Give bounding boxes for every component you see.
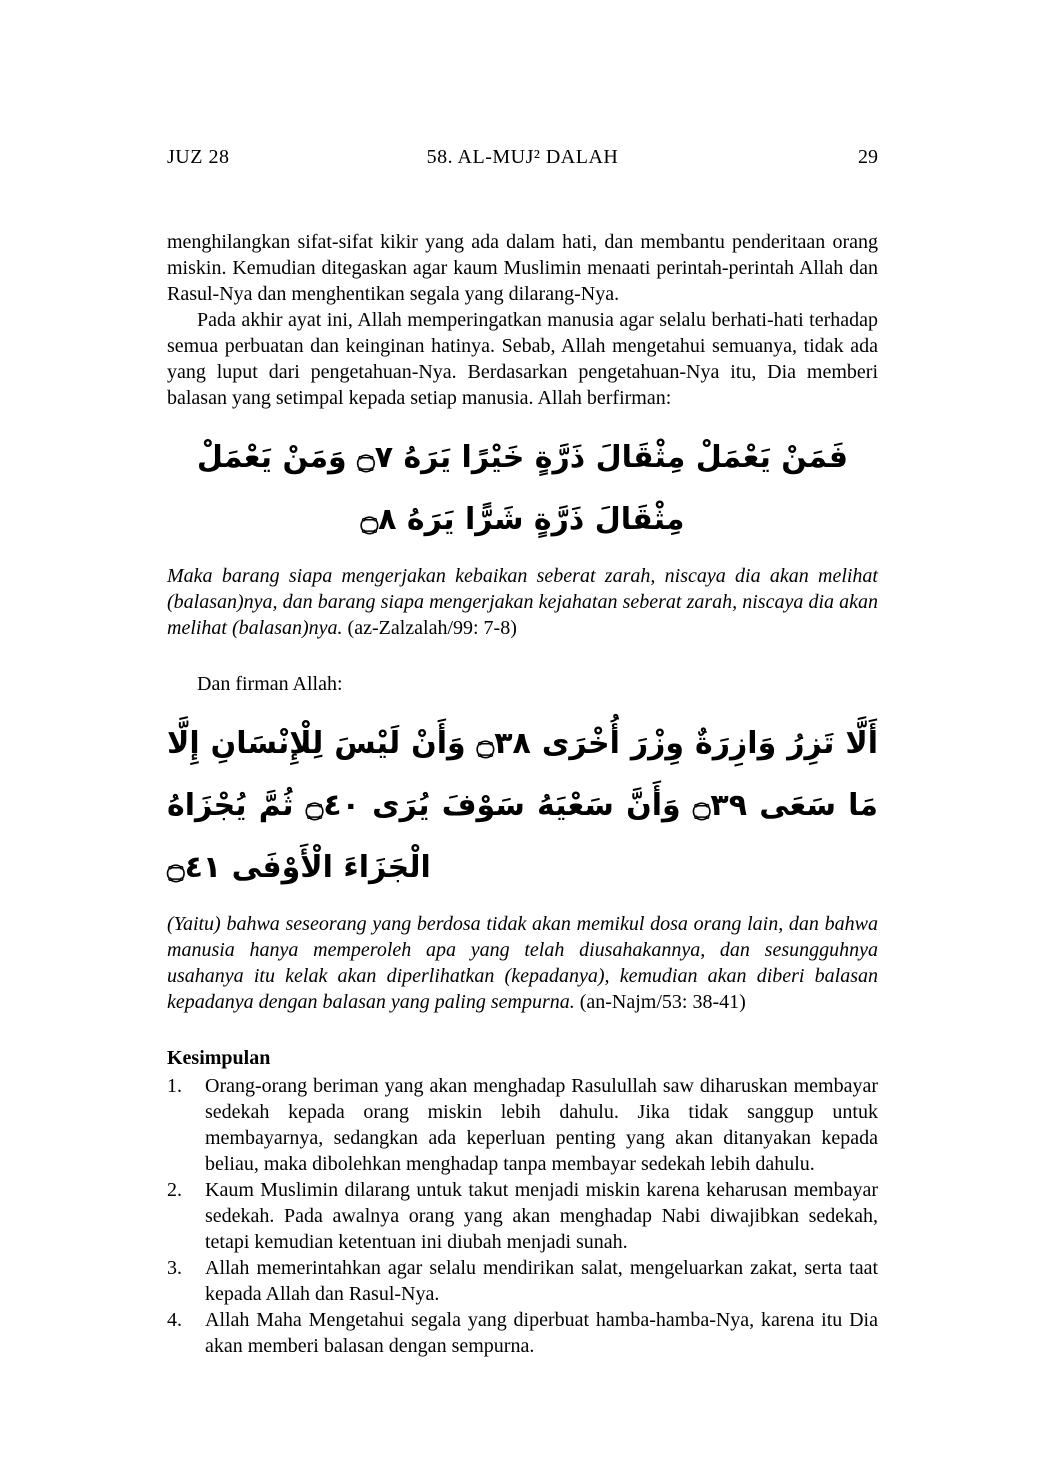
paragraph-explanation: Pada akhir ayat ini, Allah memperingatkan manusia agar selalu berhati-hati terhadap semua perbuatan dan keinginan hatinya. Sebab, Allah mengetahui semuanya, tidak ada yang luput dari pengetahuan-Nya. Berdasarkan pengetahuan-Nya itu, Dia memberi balasan yang setimpal kepada setiap manusia. Allah berfirman: bbox=[167, 309, 878, 409]
list-item-number: 4. bbox=[167, 1309, 182, 1331]
list-item bbox=[167, 1177, 878, 1255]
verse-reference-najm: (an-Najm/53: 38-41) bbox=[579, 991, 746, 1013]
conclusion-heading: Kesimpulan bbox=[167, 1047, 271, 1069]
list-item bbox=[167, 1255, 878, 1307]
paragraph-continuation: menghilangkan sifat-sifat kikir yang ada dalam hati, dan membantu penderitaan orang miskin. Kemudian ditegaskan agar kaum Muslimin menaati perintah-perintah Allah dan Rasul-Nya dan menghentikan segala yang dilarang-Nya. bbox=[167, 231, 878, 305]
arabic-verse-zalzalah: فَمَنْ يَعْمَلْ مِثْقَالَ ذَرَّةٍ خَيْرًا يَرَهُ ۝٧ وَمَنْ يَعْمَلْ مِثْقَالَ ذَرَّةٍ شَرًّا يَرَهُ ۝٨ bbox=[196, 440, 849, 537]
translation-text: (Yaitu) bahwa seseorang yang berdosa tidak akan memikul dosa orang lain, dan bahwa manusia hanya memperoleh apa yang telah diusahakannya, dan sesungguhnya usahanya itu kelak akan diperlihatkan (kepadanya), kemudian akan diberi balasan kepadanya dengan balasan yang paling sempurna. bbox=[167, 913, 878, 1013]
list-item-text: Orang-orang beriman yang akan menghadap Rasulullah saw diharuskan membayar sedekah kepada orang miskin lebih dahulu. Jika tidak sanggup untuk membayarnya, sedangkan ada keperluan penting yang akan ditanyakan kepada beliau, maka dibolehkan menghadap tanpa membayar sedekah lebih dahulu. bbox=[205, 1075, 878, 1175]
page-body bbox=[167, 229, 878, 1359]
juz-label: JUZ 28 bbox=[167, 146, 230, 168]
list-item-number: 1. bbox=[167, 1075, 182, 1097]
list-item-text: Allah memerintahkan agar selalu mendirikan salat, mengeluarkan zakat, serta taat kepada Allah dan Rasul-Nya. bbox=[205, 1257, 878, 1305]
list-item-number: 2. bbox=[167, 1179, 182, 1201]
list-item bbox=[167, 1307, 878, 1359]
translation-text: Maka barang siapa mengerjakan kebaikan seberat zarah, niscaya dia akan melihat (balasan)nya, dan barang siapa mengerjakan kejahatan seberat zarah, niscaya dia akan melihat (balasan)nya. bbox=[167, 565, 878, 639]
conclusion-list bbox=[167, 1073, 878, 1359]
translation-najm bbox=[167, 911, 878, 1015]
page-number: 29 bbox=[858, 146, 878, 168]
paragraph-lead-in: Dan firman Allah: bbox=[197, 673, 343, 695]
page-header bbox=[167, 145, 878, 169]
arabic-verse-najm: أَلَّا تَزِرُ وَازِرَةٌ وِزْرَ أُخْرَى ۝٣٨ وَأَنْ لَيْسَ لِلْإِنْسَانِ إِلَّا مَا سَعَى ۝٣٩ وَأَنَّ سَعْيَهُ سَوْفَ يُرَى ۝٤٠ ثُمَّ يُجْزَاهُ الْجَزَاءَ الْأَوْفَى ۝٤١ bbox=[167, 726, 879, 885]
list-item-text: Allah Maha Mengetahui segala yang diperbuat hamba-hamba-Nya, karena itu Dia akan memberi balasan dengan sempurna. bbox=[205, 1309, 878, 1357]
verse-reference-zalzalah: (az-Zalzalah/99: 7-8) bbox=[347, 617, 517, 639]
surah-title: 58. AL-MUJ² DALAH bbox=[426, 146, 619, 168]
translation-zalzalah bbox=[167, 563, 878, 641]
list-item-text: Kaum Muslimin dilarang untuk takut menjadi miskin karena keharusan membayar sedekah. Pada awalnya orang yang akan menghadap Nabi diwajibkan sedekah, tetapi kemudian ketentuan ini diubah menjadi sunah. bbox=[205, 1179, 878, 1253]
list-item bbox=[167, 1073, 878, 1177]
list-item-number: 3. bbox=[167, 1257, 182, 1279]
